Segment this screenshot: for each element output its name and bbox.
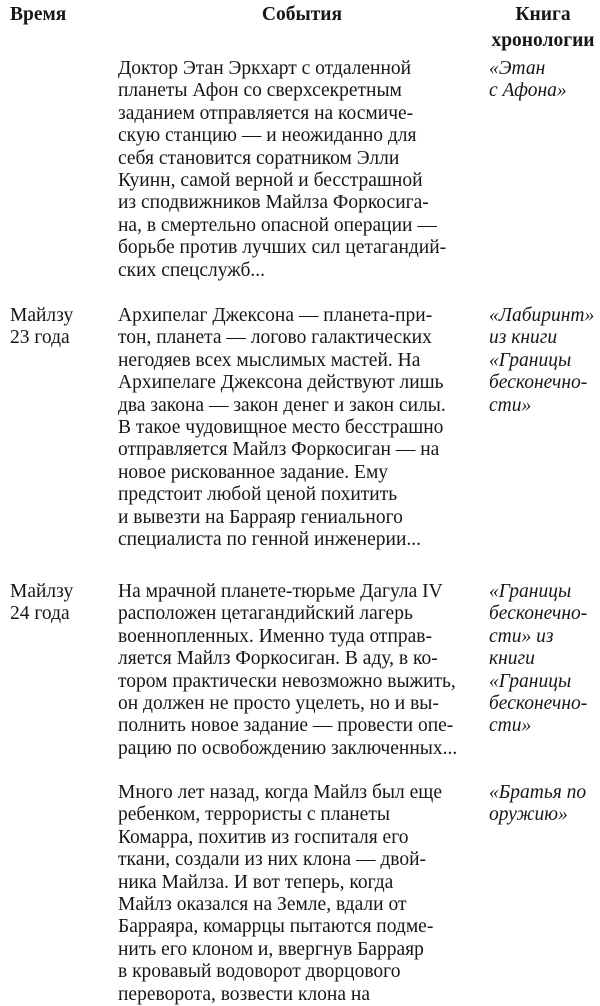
text-line: тором практически невозможно выжить, bbox=[118, 670, 456, 692]
text-line: два закона — закон денег и закон силы. bbox=[118, 394, 446, 416]
text-line: он должен не просто уцелеть, но и вы- bbox=[118, 693, 439, 715]
column-header-book-line1: Книга bbox=[515, 4, 571, 25]
book-cell bbox=[489, 782, 599, 827]
text-line: из книги bbox=[489, 327, 558, 349]
text-line: «Границы bbox=[489, 349, 572, 371]
text-line: специалиста по генной инженерии... bbox=[118, 529, 422, 551]
column-header-book-line2: хронологии bbox=[491, 30, 595, 51]
text-line: полнить новое задание — провести опе- bbox=[118, 715, 454, 737]
text-line: сти» bbox=[489, 715, 532, 737]
text-line: переворота, возвести клона на bbox=[118, 983, 370, 1005]
text-line: заданием отправляется на космиче- bbox=[118, 102, 414, 124]
text-line: Майлз оказался на Земле, вдали от bbox=[118, 894, 407, 916]
text-line: книги bbox=[489, 648, 535, 670]
column-header-time: Время bbox=[10, 4, 67, 25]
time-cell bbox=[10, 581, 114, 626]
text-line: тон, планета — логово галактических bbox=[118, 327, 432, 349]
text-line: Много лет назад, когда Майлз был еще bbox=[118, 782, 442, 803]
events-cell bbox=[118, 58, 490, 282]
text-line: ткани, создали из них клона — двой- bbox=[118, 849, 427, 871]
text-line: Комарра, похитив из госпиталя его bbox=[118, 826, 409, 848]
text-line: ляется Майлз Форкосиган. В аду, в ко- bbox=[118, 648, 438, 670]
text-line: ника Майлза. И вот теперь, когда bbox=[118, 871, 394, 893]
text-line: и вывезти на Барраяр гениального bbox=[118, 506, 403, 528]
text-line: сти» bbox=[489, 394, 532, 416]
text-line: бесконечно- bbox=[489, 693, 588, 715]
text-line: рацию по освобождению заключенных... bbox=[118, 737, 458, 759]
text-line: «Лабиринт» bbox=[489, 305, 595, 326]
text-line: из сподвижников Майлза Форкосига- bbox=[118, 192, 429, 214]
text-line: 23 года bbox=[10, 327, 70, 349]
text-line: Доктор Этан Эркхарт с отдаленной bbox=[118, 58, 412, 79]
text-line: Куинн, самой верной и бесстрашной bbox=[118, 170, 423, 192]
events-cell bbox=[118, 782, 490, 1006]
events-cell bbox=[118, 581, 490, 760]
text-line: планеты Афон со сверхсекретным bbox=[118, 80, 402, 102]
text-line: в кровавый водоворот дворцового bbox=[118, 961, 401, 983]
text-line: На мрачной планете-тюрьме Дагула IV bbox=[118, 581, 443, 602]
book-cell bbox=[489, 581, 599, 738]
text-line: Майлзу bbox=[10, 581, 74, 602]
text-line: военнопленных. Именно туда отправ- bbox=[118, 625, 432, 647]
text-line: Архипелаг Джексона — планета-при- bbox=[118, 305, 433, 326]
text-line: с Афона» bbox=[489, 80, 567, 102]
text-line: «Этан bbox=[489, 58, 546, 79]
column-header-events: События bbox=[261, 4, 343, 25]
text-line: Архипелаге Джексона действуют лишь bbox=[118, 372, 444, 394]
column-header-book bbox=[486, 2, 600, 54]
events-cell bbox=[118, 305, 490, 551]
text-line: отправляется Майлз Форкосиган — на bbox=[118, 439, 440, 461]
text-line: оружию» bbox=[489, 804, 568, 826]
text-line: сти» из bbox=[489, 625, 554, 647]
text-line: ских спецслужб... bbox=[118, 259, 266, 281]
text-line: 24 года bbox=[10, 603, 70, 625]
text-line: на, в смертельно опасной операции — bbox=[118, 214, 437, 236]
text-line: предстоит любой ценой похитить bbox=[118, 484, 398, 506]
text-line: В такое чудовищное место бесстрашно bbox=[118, 417, 444, 439]
text-line: бесконечно- bbox=[489, 603, 588, 625]
text-line: борьбе против лучших сил цетагандий- bbox=[118, 237, 447, 259]
text-line: Барраяра, комаррцы пытаются подме- bbox=[118, 916, 434, 938]
text-line: расположен цетагандийский лагерь bbox=[118, 603, 413, 625]
text-line: себя становится соратником Элли bbox=[118, 147, 400, 169]
text-line: «Границы bbox=[489, 670, 572, 692]
text-line: Майлзу bbox=[10, 305, 74, 326]
text-line: нить его клоном и, ввергнув Барраяр bbox=[118, 938, 424, 960]
text-line: «Братья по bbox=[489, 782, 587, 803]
text-line: негодяев всех мыслимых мастей. На bbox=[118, 349, 421, 371]
text-line: ребенком, террористы с планеты bbox=[118, 804, 390, 826]
text-line: бесконечно- bbox=[489, 372, 588, 394]
text-line: «Границы bbox=[489, 581, 572, 602]
book-cell bbox=[489, 305, 599, 417]
time-cell bbox=[10, 305, 114, 350]
text-line: скую станцию — и неожиданно для bbox=[118, 125, 417, 147]
book-cell bbox=[489, 58, 599, 103]
text-line: новое рискованное задание. Ему bbox=[118, 461, 389, 483]
